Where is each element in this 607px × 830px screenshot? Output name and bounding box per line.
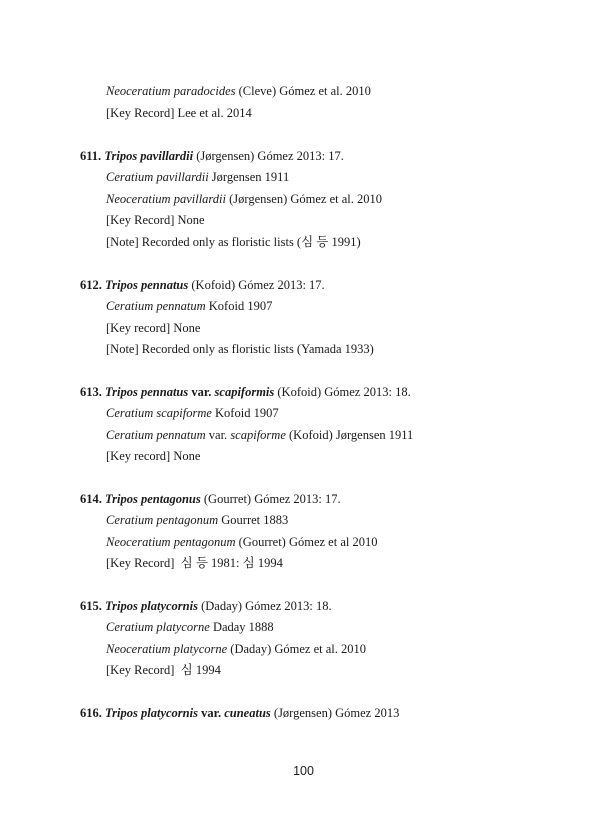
species-heading-615: 615. Tripos platycornis (Daday) Gómez 2013: 18. — [80, 599, 332, 613]
key-record-line: [Key Record] None — [106, 213, 205, 227]
species-heading-613: 613. Tripos pennatus var. scapiformis (Kofoid) Gómez 2013: 18. — [80, 385, 411, 399]
species-heading-612: 612. Tripos pennatus (Kofoid) Gómez 2013: 17. — [80, 278, 325, 292]
key-record-line: [Key record] None — [106, 321, 201, 335]
synonym-line: Neoceratium paradocides (Cleve) Gómez et al. 2010 — [106, 84, 371, 98]
synonym-line: Ceratium pentagonum Gourret 1883 — [106, 513, 289, 527]
synonym-line: Neoceratium pavillardii (Jørgensen) Gómez et al. 2010 — [106, 192, 382, 206]
synonym-line: Ceratium platycorne Daday 1888 — [106, 620, 274, 634]
page-number: 100 — [293, 764, 314, 778]
key-record-line: [Key Record] 심 1994 — [106, 663, 221, 677]
key-record-line: [Key Record] 심 등 1981: 심 1994 — [106, 556, 283, 570]
species-heading-614: 614. Tripos pentagonus (Gourret) Gómez 2013: 17. — [80, 492, 341, 506]
key-record-line: [Key record] None — [106, 449, 201, 463]
key-record-line: [Key Record] Lee et al. 2014 — [106, 106, 252, 120]
species-heading-616: 616. Tripos platycornis var. cuneatus (Jørgensen) Gómez 2013 — [80, 706, 400, 720]
synonym-line: Ceratium pennatum var. scapiforme (Kofoid) Jørgensen 1911 — [106, 428, 414, 442]
synonym-line: Neoceratium pentagonum (Gourret) Gómez et al 2010 — [106, 535, 378, 549]
species-heading-611: 611. Tripos pavillardii (Jørgensen) Gómez 2013: 17. — [80, 149, 344, 163]
note-line: [Note] Recorded only as floristic lists (Yamada 1933) — [106, 342, 374, 356]
note-line: [Note] Recorded only as floristic lists (심 등 1991) — [106, 235, 361, 249]
synonym-line: Ceratium scapiforme Kofoid 1907 — [106, 406, 279, 420]
synonym-line: Neoceratium platycorne (Daday) Gómez et al. 2010 — [106, 642, 366, 656]
synonym-line: Ceratium pavillardii Jørgensen 1911 — [106, 170, 290, 184]
synonym-line: Ceratium pennatum Kofoid 1907 — [106, 299, 273, 313]
